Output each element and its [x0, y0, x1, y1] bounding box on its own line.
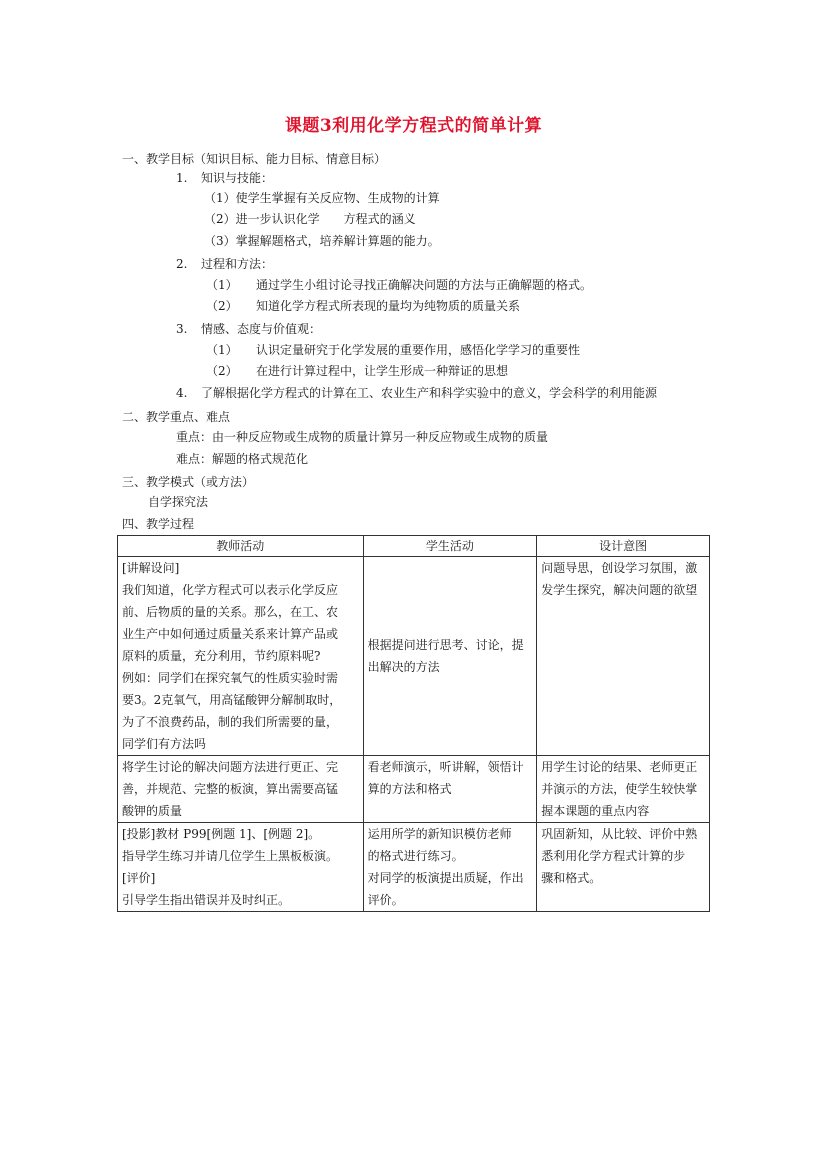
table-header-row — [118, 536, 710, 557]
teacher-activity-cell: 将学生讨论的解决问题方法进行更正、完 善，并规范、完整的板演，算出需要高锰 酸钾的质量 — [118, 756, 364, 823]
document-title: 课题3利用化学方程式的简单计算 — [284, 116, 543, 136]
header-teacher-activity: 教师活动 — [118, 536, 364, 557]
student-activity-cell: 根据提问进行思考、讨论，提 出解决的方法 — [363, 557, 537, 756]
table-row — [118, 756, 710, 823]
process-item-1: （1） 通过学生小组讨论寻找正确解决问题的方法与正确解题的格式。 — [206, 278, 593, 292]
design-intent-cell: 用学生讨论的结果、老师更正 并演示的方法，使学生较快掌 握本课题的重点内容 — [537, 756, 710, 823]
design-intent-cell: 问题导思，创设学习氛围，激 发学生探究，解决问题的欲望 — [537, 557, 710, 756]
section-3-heading: 三、教学模式（或方法） — [122, 475, 255, 489]
section-1-heading: 一、教学目标（知识目标、能力目标、情意目标） — [122, 152, 387, 166]
emotion-item-1: （1） 认识定量研究于化学发展的重要作用，感悟化学学习的重要性 — [206, 343, 581, 357]
student-activity-cell: 看老师演示，听讲解，领悟计 算的方法和格式 — [363, 756, 537, 823]
teacher-activity-cell: [投影]教材 P99[例题 1]、[例题 2]。 指导学生练习并请几位学生上黑板板演。 [评价] 引导学生指出错误并及时纠正。 — [118, 823, 364, 912]
knowledge-item-1: （1）使学生掌握有关反应物、生成物的计算 — [204, 191, 440, 205]
table-row — [118, 823, 710, 912]
header-design-intent: 设计意图 — [537, 536, 710, 557]
knowledge-item-2: （2）进一步认识化学 方程式的涵义 — [204, 212, 416, 226]
key-point: 重点：由一种反应物或生成物的质量计算另一种反应物或生成物的质量 — [176, 430, 549, 444]
table-row — [118, 557, 710, 756]
knowledge-item-3: （3）掌握解题格式，培养解计算题的能力。 — [204, 234, 440, 248]
design-intent-cell: 巩固新知，从比较、评价中熟 悉利用化学方程式计算的步 骤和格式。 — [537, 823, 710, 912]
section-2-heading: 二、教学重点、难点 — [122, 410, 231, 424]
objective-4: 4. 了解根据化学方程式的计算在工、农业生产和科学实验中的意义，学会科学的利用能源 — [176, 386, 658, 400]
process-methods-heading: 2. 过程和方法： — [176, 257, 274, 271]
emotion-values-heading: 3. 情感、态度与价值观： — [176, 322, 322, 336]
process-item-2: （2） 知道化学方程式所表现的量均为纯物质的质量关系 — [206, 299, 521, 313]
knowledge-skills-heading: 1. 知识与技能： — [176, 171, 274, 185]
header-student-activity: 学生活动 — [363, 536, 537, 557]
section-4-heading: 四、教学过程 — [122, 517, 195, 531]
emotion-item-2: （2） 在进行计算过程中，让学生形成一种辩证的思想 — [206, 364, 509, 378]
teaching-process-table — [117, 535, 710, 912]
student-activity-cell: 运用所学的新知识模仿老师 的格式进行练习。 对同学的板演提出质疑，作出 评价。 — [363, 823, 537, 912]
difficult-point: 难点：解题的格式规范化 — [176, 452, 309, 466]
teacher-activity-cell: [讲解设问] 我们知道，化学方程式可以表示化学反应 前、后物质的量的关系。那么，在工、农 业生产中如何通过质量关系来计算产品或 原料的质量，充分利用，节约原料呢? 例如：同学们在探究氧气的性质实验时需 要3。2克氧气，用高锰酸钾分解制取时， 为了不浪费药品，制的我们所需要的量， 同学们有方法吗 — [118, 557, 364, 756]
teaching-method: 自学探究法 — [148, 495, 209, 509]
